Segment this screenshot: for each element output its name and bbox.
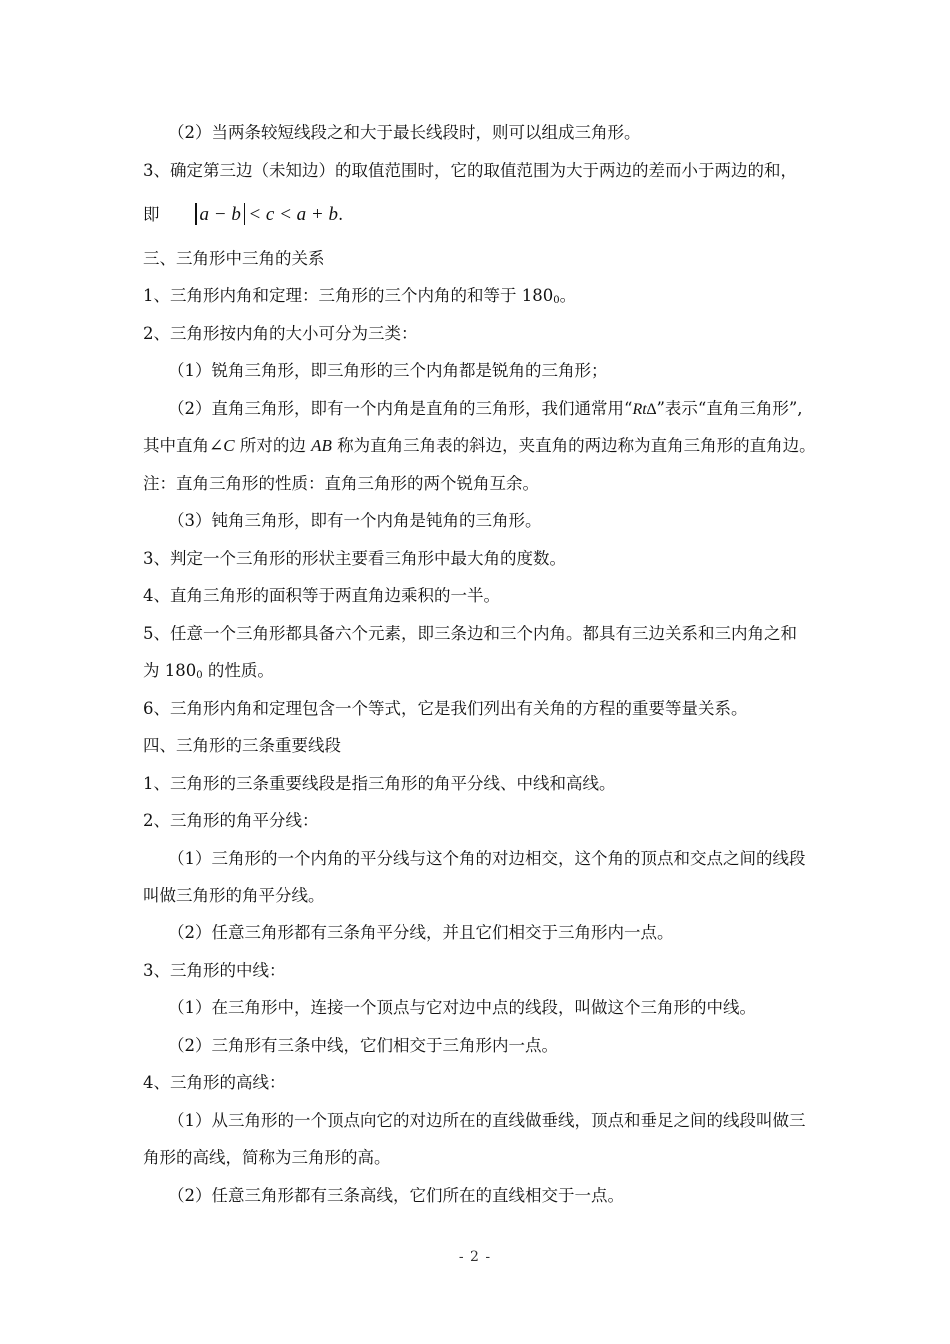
section-heading: 四、三角形的三条重要线段 [143,736,341,755]
text-line: （2）当两条较短线段之和大于最长线段时，则可以组成三角形。 [168,123,641,142]
text-line: （1）三角形的一个内角的平分线与这个角的对边相交，这个角的顶点和交点之间的线段 [168,849,806,868]
text-line: （1）锐角三角形，即三角形的三个内角都是锐角的三角形； [168,361,608,380]
text-line: 3、判定一个三角形的形状主要看三角形中最大角的度数。 [143,549,566,568]
text-line: 1、三角形的三条重要线段是指三角形的角平分线、中线和高线。 [143,774,616,793]
inequality-formula: a − b < c < a + b [192,204,338,225]
text-line: 1、三角形内角和定理：三角形的三个内角的和等于 1800。 [143,286,577,306]
text-line: 注：直角三角形的性质：直角三角形的两个锐角互余。 [143,474,539,493]
text-line: 其中直角∠C 所对的边 AB 称为直角三角表的斜边，夹直角的两边称为直角三角形的直角边。 [143,436,816,455]
text-line: 3、确定第三边（未知边）的取值范围时，它的取值范围为大于两边的差而小于两边的和， [143,161,797,180]
text-line: （2）任意三角形都有三条高线，它们所在的直线相交于一点。 [168,1186,624,1205]
text-line: 4、三角形的高线： [143,1073,286,1092]
text-line: （1）从三角形的一个顶点向它的对边所在的直线做垂线，顶点和垂足之间的线段叫做三 [168,1111,806,1130]
text-line: 角形的高线，简称为三角形的高。 [143,1148,391,1167]
page-number: - 2 - [458,1249,492,1265]
text-line: 2、三角形的角平分线： [143,811,319,830]
text-line: 6、三角形内角和定理包含一个等式，它是我们列出有关角的方程的重要等量关系。 [143,699,748,718]
text-line: 3、三角形的中线： [143,961,286,980]
text-line: 叫做三角形的角平分线。 [143,886,325,905]
text-line: （2）任意三角形都有三条角平分线，并且它们相交于三角形内一点。 [168,923,674,942]
text-line: 2、三角形按内角的大小可分为三类： [143,324,418,343]
text-line: （1）在三角形中，连接一个顶点与它对边中点的线段，叫做这个三角形的中线。 [168,998,756,1017]
text-line: （3）钝角三角形，即有一个内角是钝角的三角形。 [168,511,542,530]
formula-line: 即 a − b < c < a + b. [143,204,344,225]
text-line: （2）直角三角形，即有一个内角是直角的三角形，我们通常用“Rt∆”表示“直角三角形”, [168,399,803,418]
text-line: 4、直角三角形的面积等于两直角边乘积的一半。 [143,586,500,605]
text-line: 5、任意一个三角形都具备六个元素，即三条边和三个内角。都具有三边关系和三内角之和 [143,624,797,643]
text-line: （2）三角形有三条中线，它们相交于三角形内一点。 [168,1036,558,1055]
text-line: 为 1800 的性质。 [143,661,274,681]
section-heading: 三、三角形中三角的关系 [143,249,325,268]
